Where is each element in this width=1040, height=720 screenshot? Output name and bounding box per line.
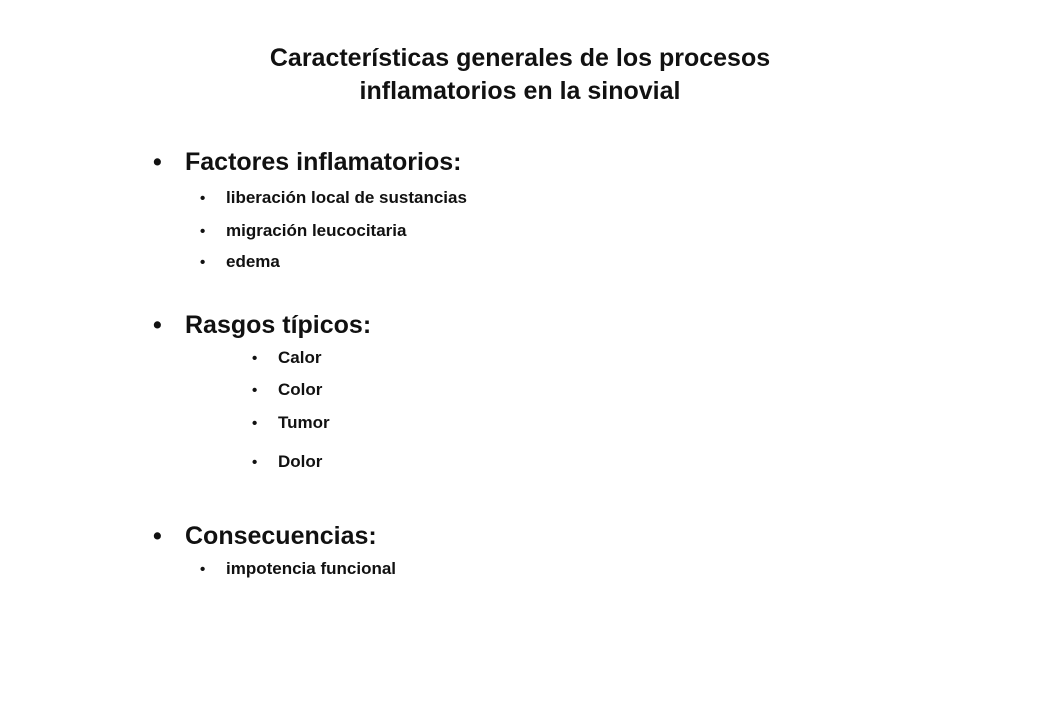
- list-item: [200, 220, 406, 243]
- section-heading-rasgos: [153, 310, 371, 340]
- list-item: [252, 379, 322, 402]
- list-item-text: liberación local de sustancias: [226, 188, 467, 207]
- list-item: [252, 451, 322, 474]
- bullet-marker: •: [153, 148, 162, 176]
- bullet-marker: •: [200, 223, 206, 240]
- list-item-text: Tumor: [278, 413, 330, 432]
- bullet-marker: •: [252, 415, 258, 432]
- title-line-1: Características generales de los procesos: [269, 44, 771, 72]
- list-item: [252, 412, 330, 435]
- bullet-marker: •: [153, 311, 162, 339]
- slide-title: [0, 42, 1040, 108]
- title-line-2: inflamatorios en la sinovial: [359, 77, 681, 105]
- section-heading-text: Consecuencias:: [185, 522, 377, 550]
- list-item-text: impotencia funcional: [226, 559, 397, 578]
- list-item: [200, 251, 280, 274]
- bullet-marker: •: [200, 190, 206, 207]
- section-heading-text: Rasgos típicos:: [185, 311, 372, 339]
- list-item-text: edema: [226, 252, 280, 271]
- section-heading-factores: [153, 147, 461, 177]
- bullet-marker: •: [252, 454, 258, 471]
- section-heading-consecuencias: [153, 521, 377, 551]
- list-item: [200, 187, 467, 210]
- list-item-text: Color: [278, 380, 323, 399]
- bullet-marker: •: [200, 561, 206, 578]
- list-item-text: Calor: [278, 348, 322, 367]
- section-heading-text: Factores inflamatorios:: [185, 148, 462, 176]
- bullet-marker: •: [252, 382, 258, 399]
- list-item: [252, 347, 321, 370]
- list-item-text: Dolor: [278, 452, 323, 471]
- list-item-text: migración leucocitaria: [226, 221, 407, 240]
- bullet-marker: •: [200, 254, 206, 271]
- list-item: [200, 558, 396, 581]
- bullet-marker: •: [252, 350, 258, 367]
- bullet-marker: •: [153, 522, 162, 550]
